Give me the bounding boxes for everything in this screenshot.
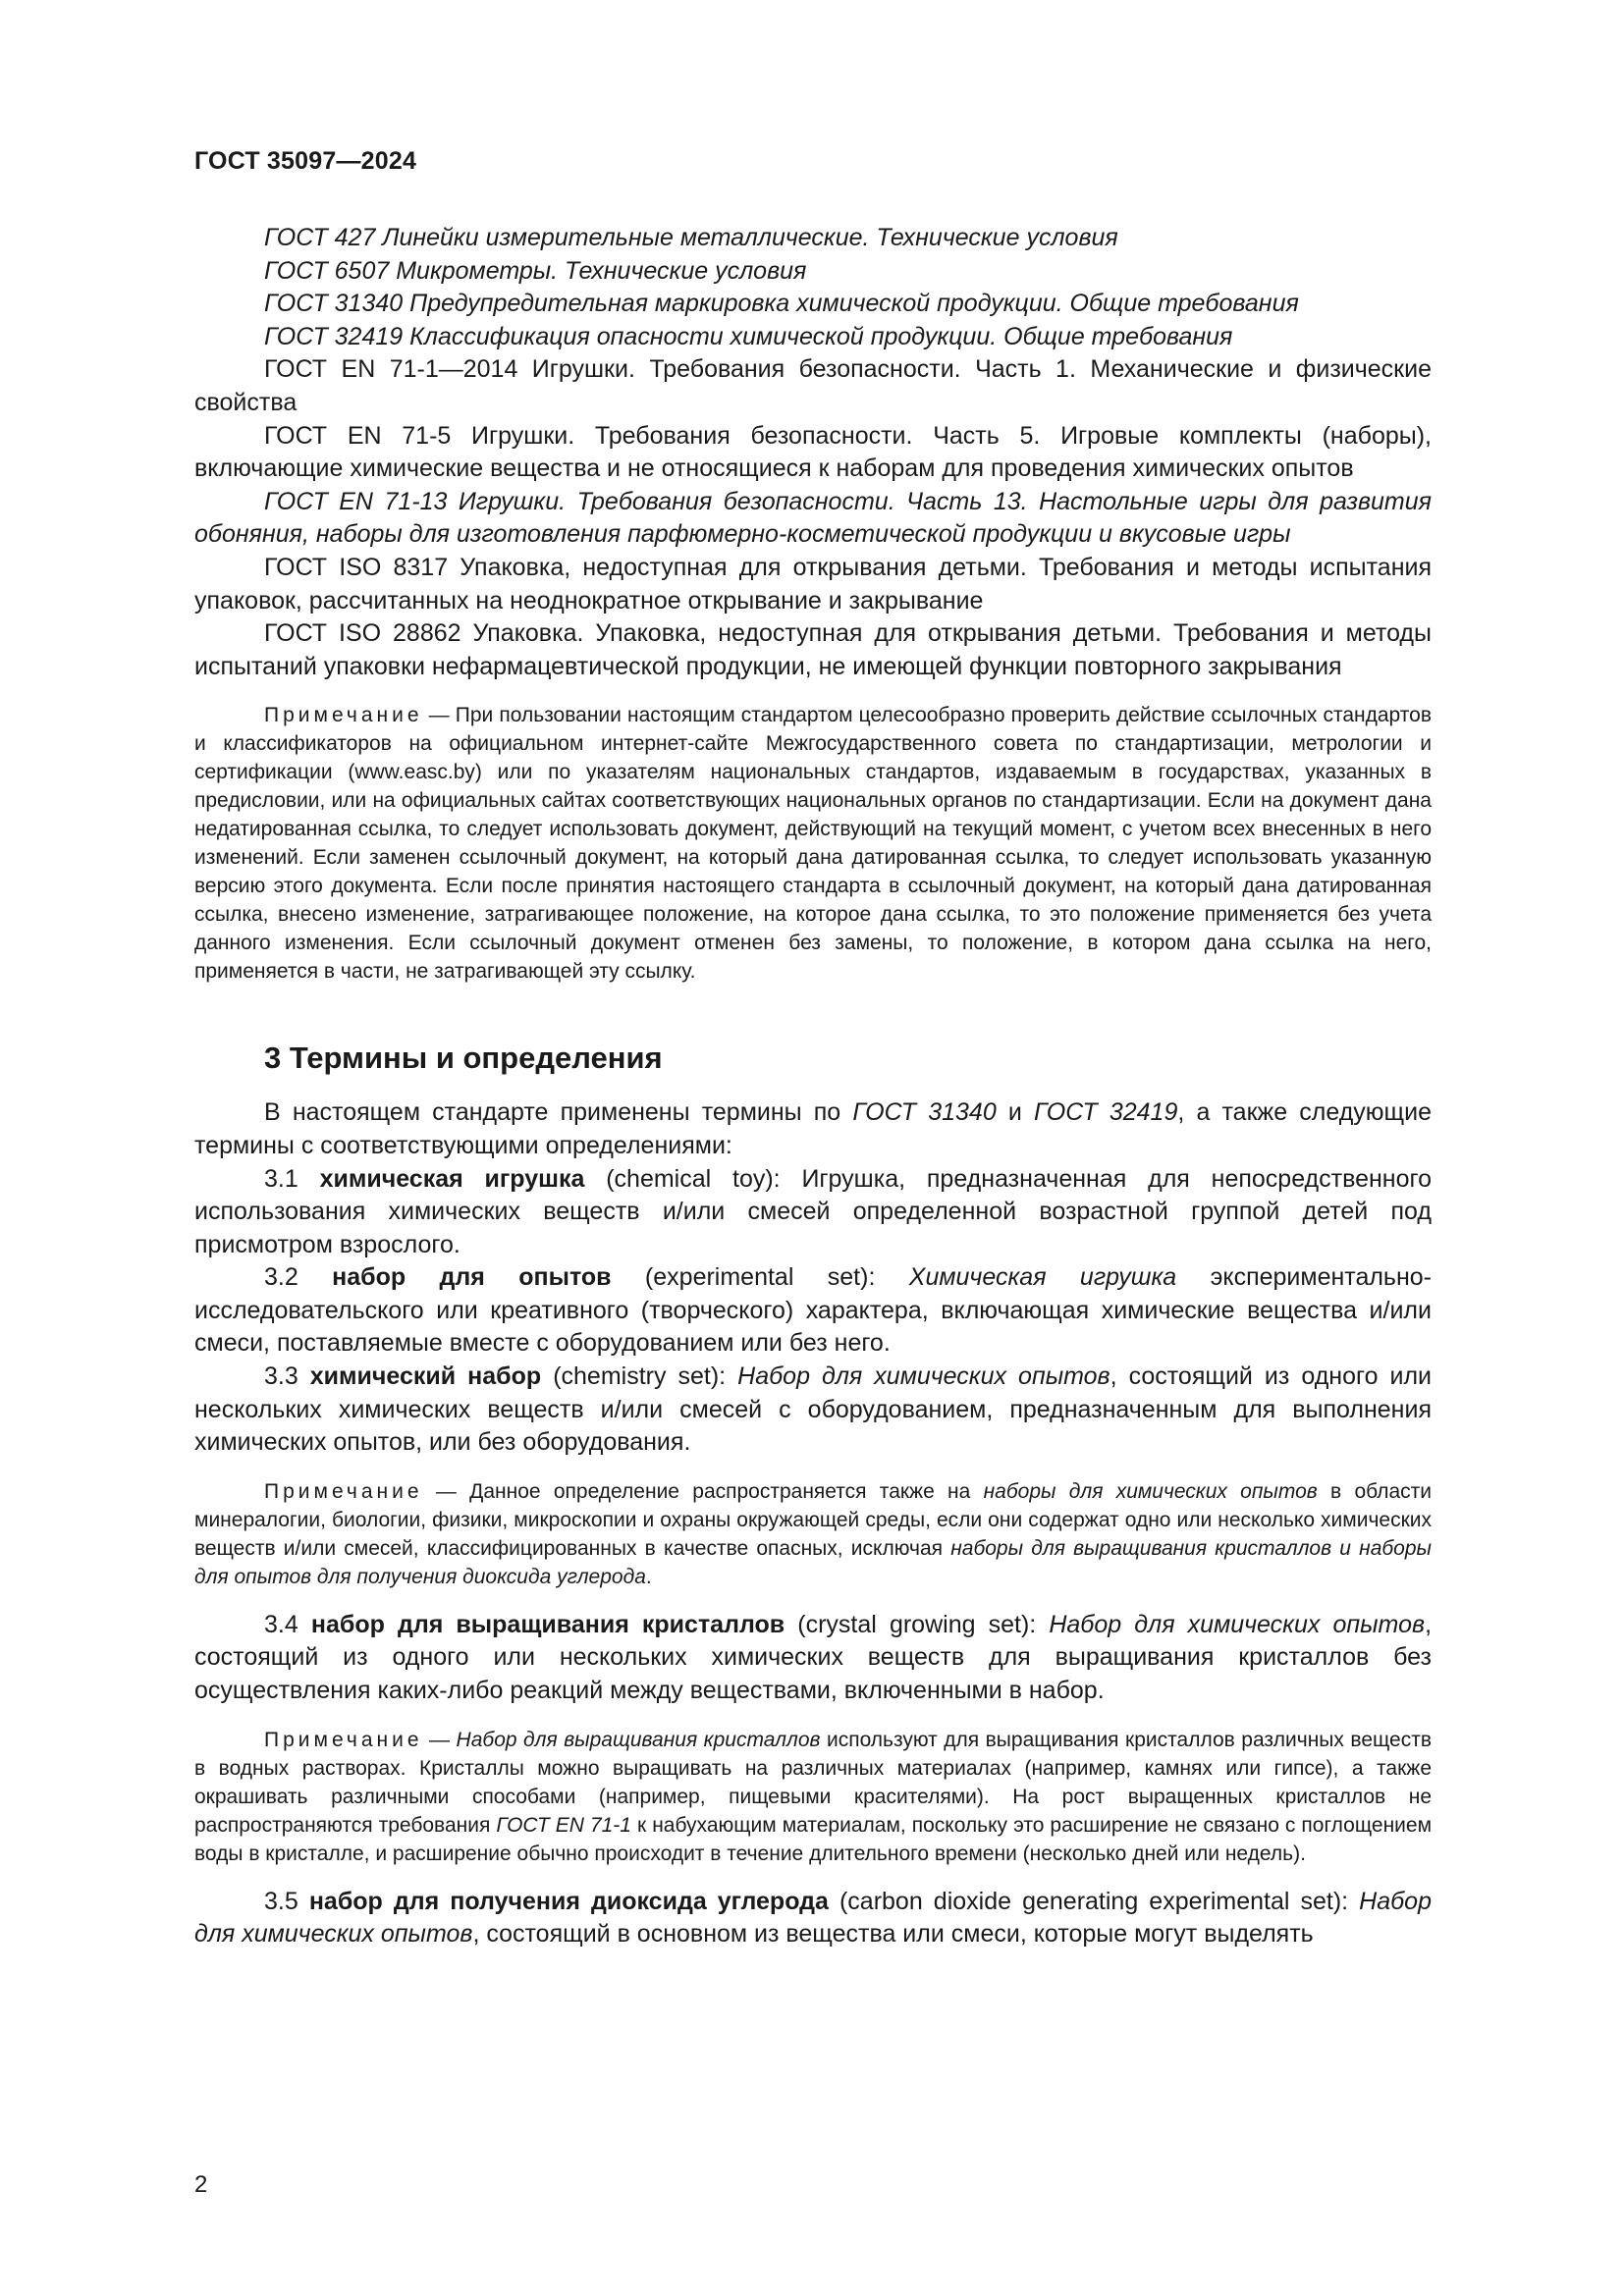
page-number: 2 xyxy=(194,2171,208,2198)
page-content xyxy=(194,222,1432,1951)
references-note: Примечание — При пользовании настоящим стандартом целесообразно проверить действие ссылочных стандартов и классификаторов на официальном интернет-сайте Межгосударственного совета по стандартизации, метрологии и сертификации (www.easc.by) или по указателям национальных стандартов, издаваемым в государствах, указанных в предисловии, или на официальных сайтах соответствующих национальных органов по стандартизации. Если на документ дана недатированная ссылка, то следует использовать документ, действующий на текущий момент, с учетом всех внесенных в него изменений. Если заменен ссылочный документ, на который дана датированная ссылка, то следует использовать указанную версию этого документа. Если после принятия настоящего стандарта в ссылочный документ, на который дана датированная ссылка, внесено изменение, затрагивающее положение, на которое дана ссылка, то это положение применяется без учета данного изменения. Если ссылочный документ отменен без замены, то положение, в котором дана ссылка на него, применяется в части, не затрагивающей эту ссылку. xyxy=(194,704,1432,984)
reference-gost-31340: ГОСТ 31340 Предупредительная маркировка химической продукции. Общие требования xyxy=(264,290,1299,318)
reference-gost-iso-8317: ГОСТ ISO 8317 Упаковка, недоступная для открывания детьми. Требования и методы испытания упаковок, рассчитанных на неоднократное открывание и закрывание xyxy=(194,553,1432,614)
reference-gost-32419: ГОСТ 32419 Классификация опасности химической продукции. Общие требования xyxy=(264,322,1233,350)
reference-gost-en-71-5: ГОСТ EN 71-5 Игрушки. Требования безопасности. Часть 5. Игровые комплекты (наборы), включающие химические вещества и не относящиеся к наборам для проведения химических опытов xyxy=(194,421,1432,483)
reference-gost-iso-28862: ГОСТ ISO 28862 Упаковка. Упаковка, недоступная для открывания детьми. Требования и методы испытаний упаковки нефармацевтической продукции, не имеющей функции повторного закрывания xyxy=(194,619,1432,680)
document-header: ГОСТ 35097—2024 xyxy=(194,147,417,175)
note-label: Примечание xyxy=(264,704,423,727)
term-3-5: 3.5 набор для получения диоксида углерода (carbon dioxide generating experimental set): Набор для химических опытов, состоящий в основном из вещества или смеси, которые могут выделять xyxy=(194,1887,1432,1949)
term-3-4-note: Примечание — Набор для выращивания кристаллов используют для выращивания кристаллов различных веществ в водных растворах. Кристаллы можно выращивать на различных материалах (например, камнях или гипсе), а также окрашивать различными способами (например, пищевыми красителями). На рост выращенных кристаллов не распространяются требования ГОСТ EN 71-1 к набухающим материалам, поскольку это расширение не связано с поглощением воды в кристалле, и расширение обычно происходит в течение длительного времени (несколько дней или недель). xyxy=(194,1728,1433,1865)
term-3-2: 3.2 набор для опытов (experimental set): Химическая игрушка экспериментально-исследовательского или креативного (творческого) характера, включающая химические вещества и/или смеси, поставляемые вместе с оборудованием или без него. xyxy=(194,1263,1432,1358)
section-3-intro: В настоящем стандарте применены термины по ГОСТ 31340 и ГОСТ 32419, а также следующие термины с соответствующими определениями: xyxy=(194,1098,1432,1159)
reference-gost-en-71-1: ГОСТ EN 71-1—2014 Игрушки. Требования безопасности. Часть 1. Механические и физические свойства xyxy=(194,355,1432,416)
reference-gost-6507: ГОСТ 6507 Микрометры. Технические условия xyxy=(264,256,807,285)
term-3-3: 3.3 химический набор (chemistry set): Набор для химических опытов, состоящий из одного или нескольких химических веществ и/или смесей с оборудованием, предназначенным для выполнения химических опытов, или без оборудования. xyxy=(194,1362,1433,1457)
reference-gost-427: ГОСТ 427 Линейки измерительные металлические. Технические условия xyxy=(264,224,1118,251)
section-3-title: 3 Термины и определения xyxy=(264,1041,663,1076)
term-3-4: 3.4 набор для выращивания кристаллов (crystal growing set): Набор для химических опытов, состоящий из одного или нескольких химических веществ для выращивания кристаллов без осуществления каких-либо реакций между веществами, включенными в набор. xyxy=(194,1610,1433,1705)
reference-gost-en-71-13: ГОСТ EN 71-13 Игрушки. Требования безопасности. Часть 13. Настольные игры для развития обоняния, наборы для изготовления парфюмерно-косметической продукции и вкусовые игры xyxy=(194,487,1432,549)
term-3-3-note: Примечание — Данное определение распространяется также на наборы для химических опытов в области минералогии, биологии, физики, микроскопии и охраны окружающей среды, если они содержат одно или несколько химических веществ и/или смесей, классифицированных в качестве опасных, исключая наборы для выращивания кристаллов и наборы для опытов для получения диоксида углерода. xyxy=(194,1479,1433,1588)
term-3-1: 3.1 химическая игрушка (chemical toy): Игрушка, предназначенная для непосредственного использования химических веществ и/или смесей определенной возрастной группой детей под присмотром взрослого. xyxy=(194,1164,1432,1258)
normative-references-list xyxy=(194,222,1432,683)
